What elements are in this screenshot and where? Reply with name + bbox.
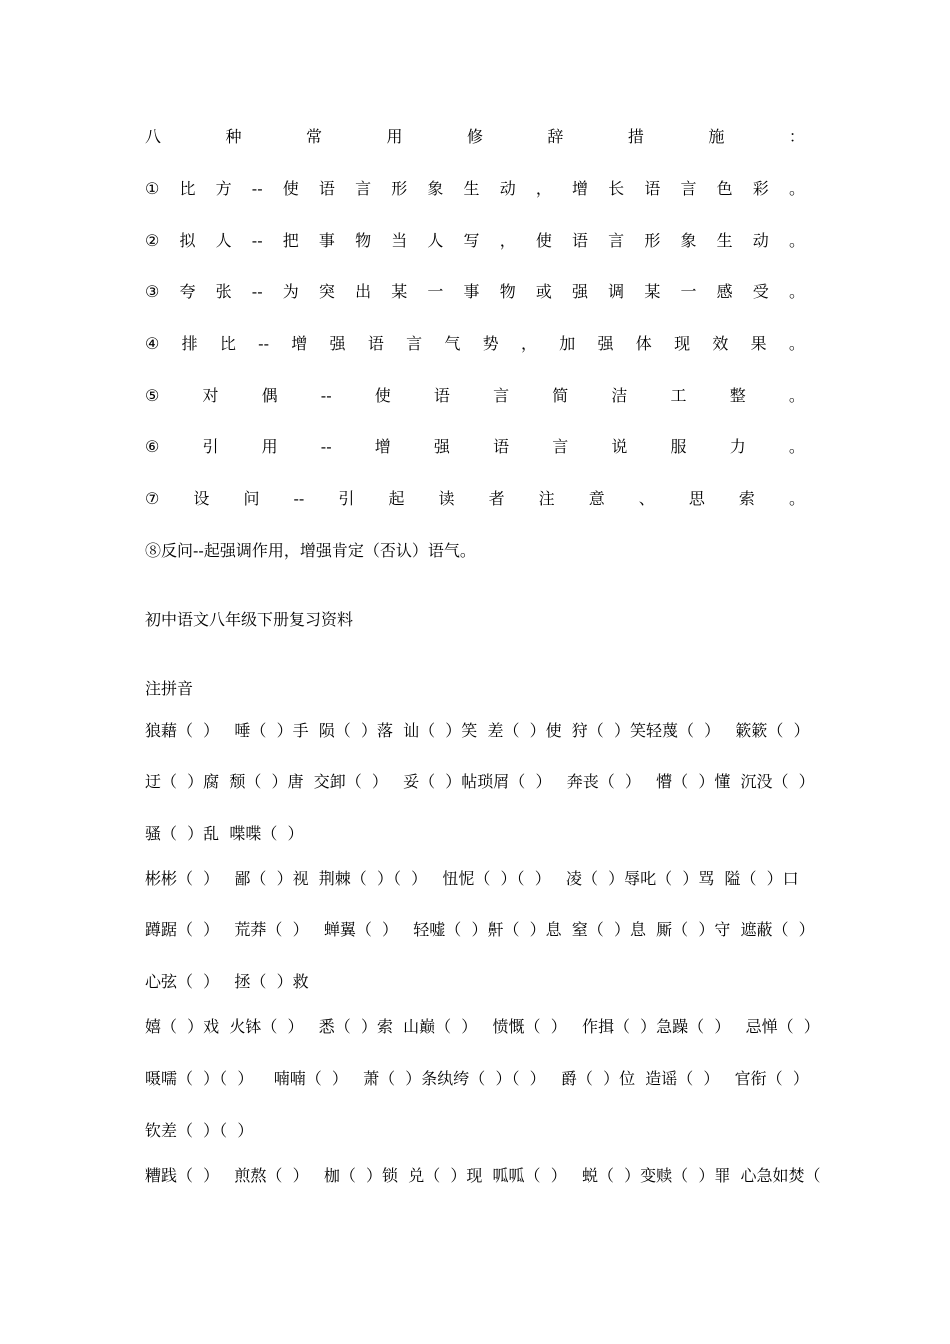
line-char: -- (320, 386, 332, 405)
line-char: 设 (193, 489, 210, 508)
line-char: 为 (282, 282, 299, 301)
line-char: 。 (788, 282, 805, 301)
line-char: 强 (329, 334, 346, 353)
line-char: 施 (708, 127, 725, 146)
line-char: 思 (688, 489, 705, 508)
line-char: 语 (644, 179, 661, 198)
line-char: 人 (215, 231, 232, 250)
line-char: 效 (712, 334, 729, 353)
line-char: ① (145, 179, 160, 198)
line-char: ② (145, 231, 160, 250)
line-char: 言 (355, 179, 372, 198)
rhetoric-item-7 (145, 489, 805, 509)
pinyin-line-7: 嬉（ ）戏 火钵（ ） 悉（ ）索 山巅（ ） 愤慨（ ） 作揖（ ）急躁（ ） 忌惮（ ） (145, 1017, 820, 1036)
line-char: ， (499, 231, 516, 250)
line-char: -- (251, 231, 263, 250)
line-char: 强 (597, 334, 614, 353)
line-char: 工 (670, 386, 687, 405)
line-char: 简 (552, 386, 569, 405)
pinyin-line-9: 钦差（ ）（ ） (145, 1121, 254, 1140)
rhetoric-item-8: ⑧反问--起强调作用，增强肯定（否认）语气。 (145, 541, 476, 560)
line-char: 、 (638, 489, 655, 508)
rhetoric-item-3 (145, 282, 805, 302)
line-char: 突 (318, 282, 335, 301)
line-char: 八 (145, 127, 162, 146)
line-char: 服 (670, 437, 687, 456)
line-char: 方 (215, 179, 232, 198)
line-char: -- (258, 334, 269, 353)
line-char: 强 (572, 282, 589, 301)
line-char: 一 (427, 282, 444, 301)
line-char: 人 (427, 231, 444, 250)
line-char: 受 (752, 282, 769, 301)
line-char: 说 (611, 437, 628, 456)
line-char: 起 (388, 489, 405, 508)
pinyin-line-3: 骚（ ）乱 喋喋（ ） (145, 824, 304, 843)
line-char: 一 (680, 282, 697, 301)
line-char: 种 (225, 127, 242, 146)
line-char: 使 (282, 179, 299, 198)
line-char: 气 (444, 334, 461, 353)
rhetoric-item-1 (145, 179, 805, 199)
line-char: 当 (391, 231, 408, 250)
line-char: 增 (291, 334, 308, 353)
pinyin-heading: 注拼音 (145, 679, 194, 698)
line-char: 增 (572, 179, 589, 198)
line-char: 意 (588, 489, 605, 508)
line-char: 彩 (752, 179, 769, 198)
line-char: 修 (466, 127, 483, 146)
line-char: 体 (635, 334, 652, 353)
line-char: ④ (145, 334, 160, 353)
line-char: 言 (406, 334, 423, 353)
line-char: 偶 (261, 386, 278, 405)
line-char: 言 (608, 231, 625, 250)
line-char: 对 (202, 386, 219, 405)
line-char: 事 (463, 282, 480, 301)
line-char: -- (251, 282, 263, 301)
line-char: 加 (559, 334, 576, 353)
line-char: 整 (729, 386, 746, 405)
line-char: 或 (535, 282, 552, 301)
line-char: ⑥ (145, 437, 160, 456)
line-char: 用 (386, 127, 403, 146)
rhetoric-item-5 (145, 386, 805, 406)
line-char: 读 (438, 489, 455, 508)
pinyin-line-5: 蹲踞（ ） 荒莽（ ） 蝉翼（ ） 轻嘘（ ）鼾（ ）息 窒（ ）息 厮（ ）守 遮蔽（ ） (145, 920, 815, 939)
line-char: ③ (145, 282, 160, 301)
line-char: 事 (318, 231, 335, 250)
line-char: 洁 (611, 386, 628, 405)
line-char: 某 (644, 282, 661, 301)
line-char: 长 (608, 179, 625, 198)
line-char: 动 (499, 179, 516, 198)
line-char: 语 (318, 179, 335, 198)
line-char: 语 (493, 437, 510, 456)
line-char: 注 (538, 489, 555, 508)
line-char: 生 (463, 179, 480, 198)
line-char: 使 (535, 231, 552, 250)
line-char: 索 (738, 489, 755, 508)
line-char: 果 (750, 334, 767, 353)
line-char: 象 (680, 231, 697, 250)
line-char: 生 (716, 231, 733, 250)
line-char: 拟 (179, 231, 196, 250)
line-char: 物 (499, 282, 516, 301)
pinyin-line-1: 狼藉（ ） 唾（ ）手 陨（ ）落 讪（ ）笑 差（ ）使 狩（ ）笑轻蔑（ ） 簌簌（ ） (145, 721, 810, 740)
line-char: 言 (552, 437, 569, 456)
line-char: -- (293, 489, 305, 508)
line-char: 。 (788, 386, 805, 405)
line-char: 强 (433, 437, 450, 456)
line-char: 措 (627, 127, 644, 146)
line-char: 力 (729, 437, 746, 456)
line-char: ， (535, 179, 552, 198)
review-title: 初中语文八年级下册复习资料 (145, 610, 354, 629)
line-char: 感 (716, 282, 733, 301)
pinyin-line-2: 迂（ ）腐 颓（ ）唐 交卸（ ） 妥（ ）帖琐屑（ ） 奔丧（ ） 懵（ ）懂 沉没（ ） (145, 772, 815, 791)
line-char: 动 (752, 231, 769, 250)
line-char: 。 (788, 334, 805, 353)
line-char: 言 (680, 179, 697, 198)
rhetoric-heading (145, 127, 805, 147)
line-char: 比 (219, 334, 236, 353)
line-char: 张 (215, 282, 232, 301)
line-char: -- (320, 437, 332, 456)
line-char: 象 (427, 179, 444, 198)
line-char: 某 (391, 282, 408, 301)
line-char: 写 (463, 231, 480, 250)
line-char: 用 (261, 437, 278, 456)
line-char: 形 (644, 231, 661, 250)
pinyin-line-8: 嗫嚅（ ）（ ） 喃喃（ ） 萧（ ）条纨绔（ ）（ ） 爵（ ）位 造谣（ ） 官衔（ ） (145, 1069, 809, 1088)
line-char: 问 (243, 489, 260, 508)
line-char: 使 (374, 386, 391, 405)
line-char: -- (251, 179, 263, 198)
line-char: 形 (391, 179, 408, 198)
line-char: 色 (716, 179, 733, 198)
pinyin-line-4: 彬彬（ ） 鄙（ ）视 荆棘（ ）（ ） 忸怩（ ）（ ） 凌（ ）辱叱（ ）骂 隘（ ）口 (145, 869, 799, 888)
line-char: 。 (788, 231, 805, 250)
line-char: 比 (179, 179, 196, 198)
line-char: 言 (493, 386, 510, 405)
line-char: ⑦ (145, 489, 160, 508)
line-char: 者 (488, 489, 505, 508)
line-char: 把 (282, 231, 299, 250)
line-char: 语 (367, 334, 384, 353)
line-char: 引 (338, 489, 355, 508)
line-char: 语 (433, 386, 450, 405)
line-char: 语 (572, 231, 589, 250)
line-char: 出 (355, 282, 372, 301)
line-char: 物 (355, 231, 372, 250)
rhetoric-item-4 (145, 334, 805, 354)
line-char: 。 (788, 179, 805, 198)
line-char: 势 (482, 334, 499, 353)
line-char: 增 (374, 437, 391, 456)
pinyin-line-10: 糟践（ ） 煎熬（ ） 枷（ ）锁 兑（ ）现 呱呱（ ） 蜕（ ）变赎（ ）罪 心急如焚（ (145, 1166, 821, 1185)
line-char: ， (520, 334, 537, 353)
line-char: 夸 (179, 282, 196, 301)
line-char: 调 (608, 282, 625, 301)
line-char: 常 (305, 127, 322, 146)
line-char: 。 (788, 437, 805, 456)
line-char: 。 (788, 489, 805, 508)
line-char: ⑤ (145, 386, 160, 405)
rhetoric-item-2 (145, 231, 805, 251)
line-char: 辞 (547, 127, 564, 146)
rhetoric-item-6 (145, 437, 805, 457)
line-char: 现 (674, 334, 691, 353)
pinyin-line-6: 心弦（ ） 拯（ ）救 (145, 972, 309, 991)
line-char: ： (788, 127, 805, 146)
line-char: 引 (202, 437, 219, 456)
line-char: 排 (181, 334, 198, 353)
